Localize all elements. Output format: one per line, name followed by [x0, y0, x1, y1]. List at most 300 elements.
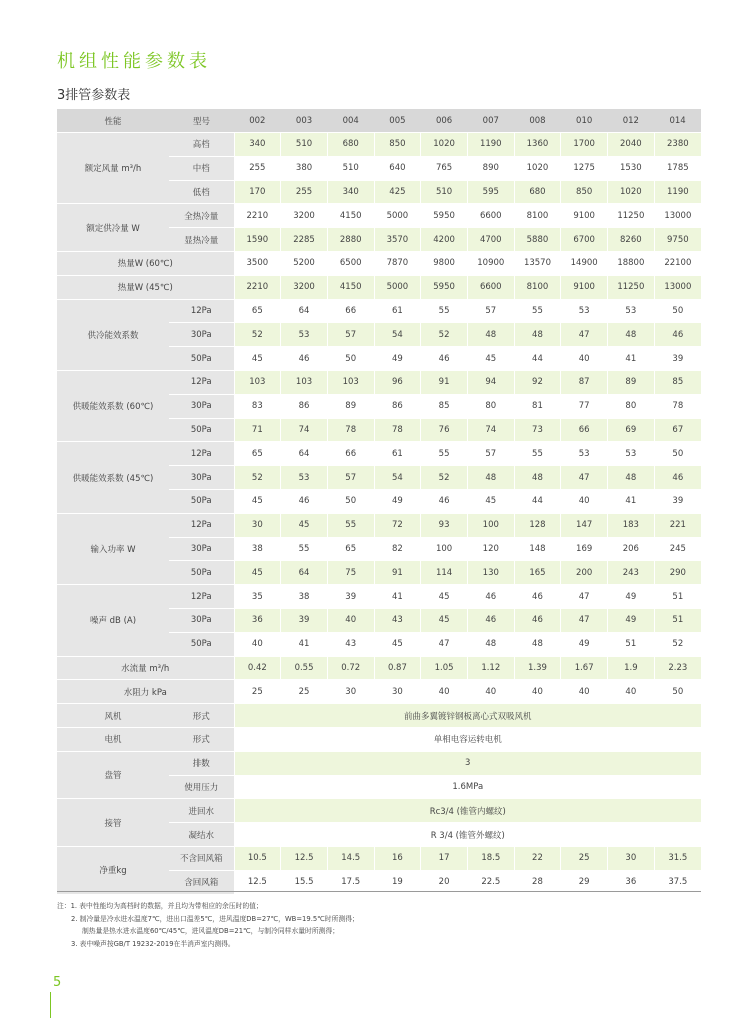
value-cell: 290	[654, 561, 701, 585]
value-cell: 3200	[281, 275, 328, 299]
value-cell: 48	[467, 632, 514, 656]
header-model-code: 006	[421, 109, 468, 133]
value-cell: 206	[608, 537, 655, 561]
note-line: 注：1. 表中性能均为高档时的数据，并且均为带相应的余压时的值；	[57, 902, 263, 910]
value-cell: 45	[421, 585, 468, 609]
value-cell: 48	[608, 466, 655, 490]
page-title: 机组性能参数表	[57, 51, 211, 72]
value-cell: 78	[374, 418, 421, 442]
value-cell: 65	[234, 299, 281, 323]
value-cell: 41	[608, 347, 655, 371]
row-sublabel: 含回风箱	[169, 870, 234, 894]
value-cell: 71	[234, 418, 281, 442]
value-cell: 510	[421, 180, 468, 204]
value-cell: 5950	[421, 204, 468, 228]
header-model-code: 012	[608, 109, 655, 133]
value-cell: 57	[467, 299, 514, 323]
value-cell: 5000	[374, 275, 421, 299]
value-cell: 45	[234, 489, 281, 513]
value-cell: 45	[374, 632, 421, 656]
value-cell: 1785	[654, 156, 701, 180]
value-cell: 48	[608, 323, 655, 347]
value-cell: 48	[467, 466, 514, 490]
value-cell: 8100	[514, 275, 561, 299]
value-cell: 44	[514, 347, 561, 371]
value-cell: 1.67	[561, 656, 608, 680]
value-cell: 3500	[234, 251, 281, 275]
row-sublabel: 50Pa	[169, 561, 234, 585]
row-label: 风机	[57, 704, 169, 728]
header-model-code: 003	[281, 109, 328, 133]
value-cell: 5950	[421, 275, 468, 299]
value-cell: 39	[281, 608, 328, 632]
value-cell: 39	[327, 585, 374, 609]
value-cell: 640	[374, 156, 421, 180]
value-cell: 765	[421, 156, 468, 180]
row-sublabel: 不含回风箱	[169, 846, 234, 870]
merged-value-cell: 前曲多翼镀锌钢板离心式双吸风机	[234, 704, 701, 728]
value-cell: 680	[327, 133, 374, 157]
value-cell: 12.5	[234, 870, 281, 894]
value-cell: 6600	[467, 275, 514, 299]
value-cell: 66	[561, 418, 608, 442]
row-sublabel: 50Pa	[169, 489, 234, 513]
value-cell: 80	[608, 394, 655, 418]
value-cell: 69	[608, 418, 655, 442]
value-cell: 0.87	[374, 656, 421, 680]
value-cell: 5880	[514, 228, 561, 252]
value-cell: 55	[421, 299, 468, 323]
value-cell: 53	[281, 323, 328, 347]
value-cell: 53	[561, 442, 608, 466]
value-cell: 50	[327, 347, 374, 371]
value-cell: 100	[421, 537, 468, 561]
value-cell: 510	[327, 156, 374, 180]
header-model-code: 008	[514, 109, 561, 133]
value-cell: 46	[467, 608, 514, 632]
value-cell: 64	[281, 561, 328, 585]
value-cell: 4700	[467, 228, 514, 252]
value-cell: 200	[561, 561, 608, 585]
value-cell: 75	[327, 561, 374, 585]
value-cell: 2210	[234, 275, 281, 299]
note-line: 3. 表中噪声按GB/T 19232-2019在半消声室内测得。	[71, 939, 235, 948]
value-cell: 165	[514, 561, 561, 585]
value-cell: 6500	[327, 251, 374, 275]
table-row	[57, 513, 701, 537]
row-label: 额定供冷量 W	[57, 204, 169, 252]
value-cell: 52	[421, 466, 468, 490]
value-cell: 46	[514, 585, 561, 609]
value-cell: 51	[654, 608, 701, 632]
value-cell: 2.23	[654, 656, 701, 680]
table-row	[57, 299, 701, 323]
value-cell: 4150	[327, 275, 374, 299]
row-label: 热量W (45℃)	[57, 275, 234, 299]
row-sublabel: 50Pa	[169, 632, 234, 656]
value-cell: 47	[421, 632, 468, 656]
value-cell: 36	[234, 608, 281, 632]
value-cell: 2040	[608, 133, 655, 157]
value-cell: 25	[561, 846, 608, 870]
row-sublabel: 进回水	[169, 799, 234, 823]
value-cell: 48	[467, 323, 514, 347]
value-cell: 57	[467, 442, 514, 466]
value-cell: 86	[374, 394, 421, 418]
value-cell: 40	[467, 680, 514, 704]
row-sublabel: 30Pa	[169, 466, 234, 490]
header-model-code: 014	[654, 109, 701, 133]
header-model-code: 007	[467, 109, 514, 133]
value-cell: 221	[654, 513, 701, 537]
value-cell: 890	[467, 156, 514, 180]
value-cell: 74	[281, 418, 328, 442]
value-cell: 45	[421, 608, 468, 632]
row-label: 电机	[57, 727, 169, 751]
value-cell: 51	[608, 632, 655, 656]
value-cell: 1020	[608, 180, 655, 204]
value-cell: 80	[467, 394, 514, 418]
value-cell: 9100	[561, 275, 608, 299]
value-cell: 13000	[654, 275, 701, 299]
merged-value-cell: 1.6MPa	[234, 775, 701, 799]
value-cell: 46	[514, 608, 561, 632]
value-cell: 36	[608, 870, 655, 894]
value-cell: 47	[561, 585, 608, 609]
value-cell: 20	[421, 870, 468, 894]
value-cell: 55	[327, 513, 374, 537]
row-sublabel: 50Pa	[169, 418, 234, 442]
row-label: 供暖能效系数 (60℃)	[57, 370, 169, 441]
value-cell: 38	[234, 537, 281, 561]
value-cell: 52	[421, 323, 468, 347]
value-cell: 49	[374, 489, 421, 513]
value-cell: 40	[608, 680, 655, 704]
row-label: 热量W (60℃)	[57, 251, 234, 275]
value-cell: 82	[374, 537, 421, 561]
value-cell: 40	[327, 608, 374, 632]
notes	[57, 900, 359, 950]
value-cell: 78	[654, 394, 701, 418]
value-cell: 19	[374, 870, 421, 894]
row-sublabel: 显热冷量	[169, 228, 234, 252]
value-cell: 54	[374, 466, 421, 490]
value-cell: 850	[374, 133, 421, 157]
value-cell: 11250	[608, 204, 655, 228]
value-cell: 147	[561, 513, 608, 537]
value-cell: 9750	[654, 228, 701, 252]
value-cell: 57	[327, 466, 374, 490]
value-cell: 83	[234, 394, 281, 418]
table-row	[57, 251, 701, 275]
value-cell: 18.5	[467, 846, 514, 870]
value-cell: 16	[374, 846, 421, 870]
value-cell: 53	[281, 466, 328, 490]
value-cell: 10900	[467, 251, 514, 275]
value-cell: 595	[467, 180, 514, 204]
value-cell: 74	[467, 418, 514, 442]
value-cell: 77	[561, 394, 608, 418]
value-cell: 1275	[561, 156, 608, 180]
value-cell: 3200	[281, 204, 328, 228]
value-cell: 169	[561, 537, 608, 561]
value-cell: 40	[561, 347, 608, 371]
value-cell: 6700	[561, 228, 608, 252]
value-cell: 45	[281, 513, 328, 537]
value-cell: 1.12	[467, 656, 514, 680]
value-cell: 51	[654, 585, 701, 609]
row-sublabel: 中档	[169, 156, 234, 180]
row-label: 盘管	[57, 751, 169, 799]
value-cell: 14900	[561, 251, 608, 275]
value-cell: 2380	[654, 133, 701, 157]
value-cell: 48	[514, 632, 561, 656]
row-sublabel: 50Pa	[169, 347, 234, 371]
row-label: 额定风量 m³/h	[57, 133, 169, 204]
page-accent-line	[50, 992, 51, 1018]
value-cell: 22100	[654, 251, 701, 275]
value-cell: 41	[608, 489, 655, 513]
value-cell: 55	[421, 442, 468, 466]
header-performance: 性能	[57, 109, 169, 133]
value-cell: 5200	[281, 251, 328, 275]
value-cell: 114	[421, 561, 468, 585]
table-body	[57, 133, 701, 895]
value-cell: 46	[281, 347, 328, 371]
row-sublabel: 排数	[169, 751, 234, 775]
value-cell: 1020	[421, 133, 468, 157]
value-cell: 45	[234, 347, 281, 371]
value-cell: 1360	[514, 133, 561, 157]
spec-table	[57, 109, 701, 895]
value-cell: 29	[561, 870, 608, 894]
table-row	[57, 751, 701, 775]
value-cell: 61	[374, 299, 421, 323]
value-cell: 46	[654, 466, 701, 490]
value-cell: 120	[467, 537, 514, 561]
value-cell: 103	[327, 370, 374, 394]
value-cell: 45	[234, 561, 281, 585]
value-cell: 148	[514, 537, 561, 561]
value-cell: 55	[514, 299, 561, 323]
value-cell: 55	[281, 537, 328, 561]
note-line: 2. 制冷量是冷水进水温度7℃，进出口温差5℃，进风温度DB=27℃，WB=19.5℃时所测得；	[71, 914, 359, 923]
value-cell: 53	[608, 299, 655, 323]
table-header-row	[57, 109, 701, 133]
table-row	[57, 846, 701, 870]
value-cell: 1190	[654, 180, 701, 204]
table-row	[57, 133, 701, 157]
header-model-code: 005	[374, 109, 421, 133]
value-cell: 10.5	[234, 846, 281, 870]
value-cell: 9800	[421, 251, 468, 275]
value-cell: 0.42	[234, 656, 281, 680]
value-cell: 11250	[608, 275, 655, 299]
value-cell: 94	[467, 370, 514, 394]
value-cell: 1.05	[421, 656, 468, 680]
value-cell: 128	[514, 513, 561, 537]
value-cell: 8260	[608, 228, 655, 252]
row-sublabel: 形式	[169, 704, 234, 728]
value-cell: 7870	[374, 251, 421, 275]
value-cell: 55	[514, 442, 561, 466]
value-cell: 100	[467, 513, 514, 537]
page-number: 5	[53, 975, 62, 990]
value-cell: 57	[327, 323, 374, 347]
value-cell: 50	[654, 299, 701, 323]
value-cell: 89	[608, 370, 655, 394]
value-cell: 1190	[467, 133, 514, 157]
value-cell: 103	[234, 370, 281, 394]
value-cell: 96	[374, 370, 421, 394]
value-cell: 50	[654, 442, 701, 466]
row-sublabel: 全热冷量	[169, 204, 234, 228]
value-cell: 510	[281, 133, 328, 157]
row-label: 噪声 dB (A)	[57, 585, 169, 656]
value-cell: 2210	[234, 204, 281, 228]
value-cell: 31.5	[654, 846, 701, 870]
value-cell: 89	[327, 394, 374, 418]
value-cell: 17	[421, 846, 468, 870]
value-cell: 1700	[561, 133, 608, 157]
value-cell: 78	[327, 418, 374, 442]
value-cell: 18800	[608, 251, 655, 275]
value-cell: 1590	[234, 228, 281, 252]
value-cell: 67	[654, 418, 701, 442]
header-model: 型号	[169, 109, 234, 133]
row-sublabel: 低档	[169, 180, 234, 204]
value-cell: 13000	[654, 204, 701, 228]
value-cell: 85	[654, 370, 701, 394]
value-cell: 4200	[421, 228, 468, 252]
table-row	[57, 704, 701, 728]
value-cell: 86	[281, 394, 328, 418]
value-cell: 245	[654, 537, 701, 561]
value-cell: 30	[234, 513, 281, 537]
merged-value-cell: 单相电容运转电机	[234, 727, 701, 751]
table-row	[57, 275, 701, 299]
merged-value-cell: 3	[234, 751, 701, 775]
value-cell: 73	[514, 418, 561, 442]
value-cell: 92	[514, 370, 561, 394]
value-cell: 340	[327, 180, 374, 204]
value-cell: 3570	[374, 228, 421, 252]
value-cell: 40	[514, 680, 561, 704]
value-cell: 380	[281, 156, 328, 180]
value-cell: 81	[514, 394, 561, 418]
value-cell: 52	[654, 632, 701, 656]
value-cell: 8100	[514, 204, 561, 228]
table-row	[57, 370, 701, 394]
value-cell: 45	[467, 489, 514, 513]
value-cell: 30	[608, 846, 655, 870]
value-cell: 91	[421, 370, 468, 394]
row-label: 供暖能效系数 (45℃)	[57, 442, 169, 513]
value-cell: 52	[234, 323, 281, 347]
value-cell: 91	[374, 561, 421, 585]
header-model-code: 010	[561, 109, 608, 133]
value-cell: 87	[561, 370, 608, 394]
value-cell: 1.39	[514, 656, 561, 680]
value-cell: 13570	[514, 251, 561, 275]
value-cell: 680	[514, 180, 561, 204]
value-cell: 50	[327, 489, 374, 513]
value-cell: 41	[374, 585, 421, 609]
value-cell: 46	[654, 323, 701, 347]
row-sublabel: 12Pa	[169, 370, 234, 394]
value-cell: 43	[327, 632, 374, 656]
value-cell: 47	[561, 608, 608, 632]
row-label: 水流量 m³/h	[57, 656, 234, 680]
value-cell: 41	[281, 632, 328, 656]
value-cell: 35	[234, 585, 281, 609]
value-cell: 61	[374, 442, 421, 466]
value-cell: 44	[514, 489, 561, 513]
value-cell: 15.5	[281, 870, 328, 894]
value-cell: 85	[421, 394, 468, 418]
row-sublabel: 30Pa	[169, 394, 234, 418]
value-cell: 6600	[467, 204, 514, 228]
value-cell: 49	[608, 608, 655, 632]
value-cell: 39	[654, 489, 701, 513]
row-sublabel: 30Pa	[169, 323, 234, 347]
value-cell: 183	[608, 513, 655, 537]
value-cell: 48	[514, 466, 561, 490]
value-cell: 103	[281, 370, 328, 394]
value-cell: 53	[561, 299, 608, 323]
value-cell: 1.9	[608, 656, 655, 680]
row-label: 接管	[57, 799, 169, 847]
note-line: 制热量是热水进水温度60℃/45℃，进风温度DB=21℃，与制冷同样水量时所测得；	[82, 927, 340, 935]
value-cell: 25	[234, 680, 281, 704]
value-cell: 66	[327, 299, 374, 323]
value-cell: 22	[514, 846, 561, 870]
table-row	[57, 656, 701, 680]
header-model-code: 002	[234, 109, 281, 133]
merged-value-cell: R 3/4 (锥管外螺纹)	[234, 823, 701, 847]
row-sublabel: 12Pa	[169, 299, 234, 323]
row-sublabel: 高档	[169, 133, 234, 157]
value-cell: 2285	[281, 228, 328, 252]
value-cell: 25	[281, 680, 328, 704]
value-cell: 53	[608, 442, 655, 466]
value-cell: 39	[654, 347, 701, 371]
value-cell: 45	[467, 347, 514, 371]
table-row	[57, 585, 701, 609]
value-cell: 1530	[608, 156, 655, 180]
row-label: 净重kg	[57, 846, 169, 894]
row-sublabel: 30Pa	[169, 608, 234, 632]
value-cell: 5000	[374, 204, 421, 228]
value-cell: 243	[608, 561, 655, 585]
value-cell: 130	[467, 561, 514, 585]
value-cell: 65	[327, 537, 374, 561]
value-cell: 0.55	[281, 656, 328, 680]
merged-value-cell: Rc3/4 (锥管内螺纹)	[234, 799, 701, 823]
value-cell: 66	[327, 442, 374, 466]
row-sublabel: 凝结水	[169, 823, 234, 847]
row-sublabel: 使用压力	[169, 775, 234, 799]
value-cell: 46	[281, 489, 328, 513]
row-sublabel: 30Pa	[169, 537, 234, 561]
value-cell: 43	[374, 608, 421, 632]
value-cell: 170	[234, 180, 281, 204]
value-cell: 76	[421, 418, 468, 442]
value-cell: 49	[608, 585, 655, 609]
table-row	[57, 680, 701, 704]
value-cell: 93	[421, 513, 468, 537]
value-cell: 425	[374, 180, 421, 204]
